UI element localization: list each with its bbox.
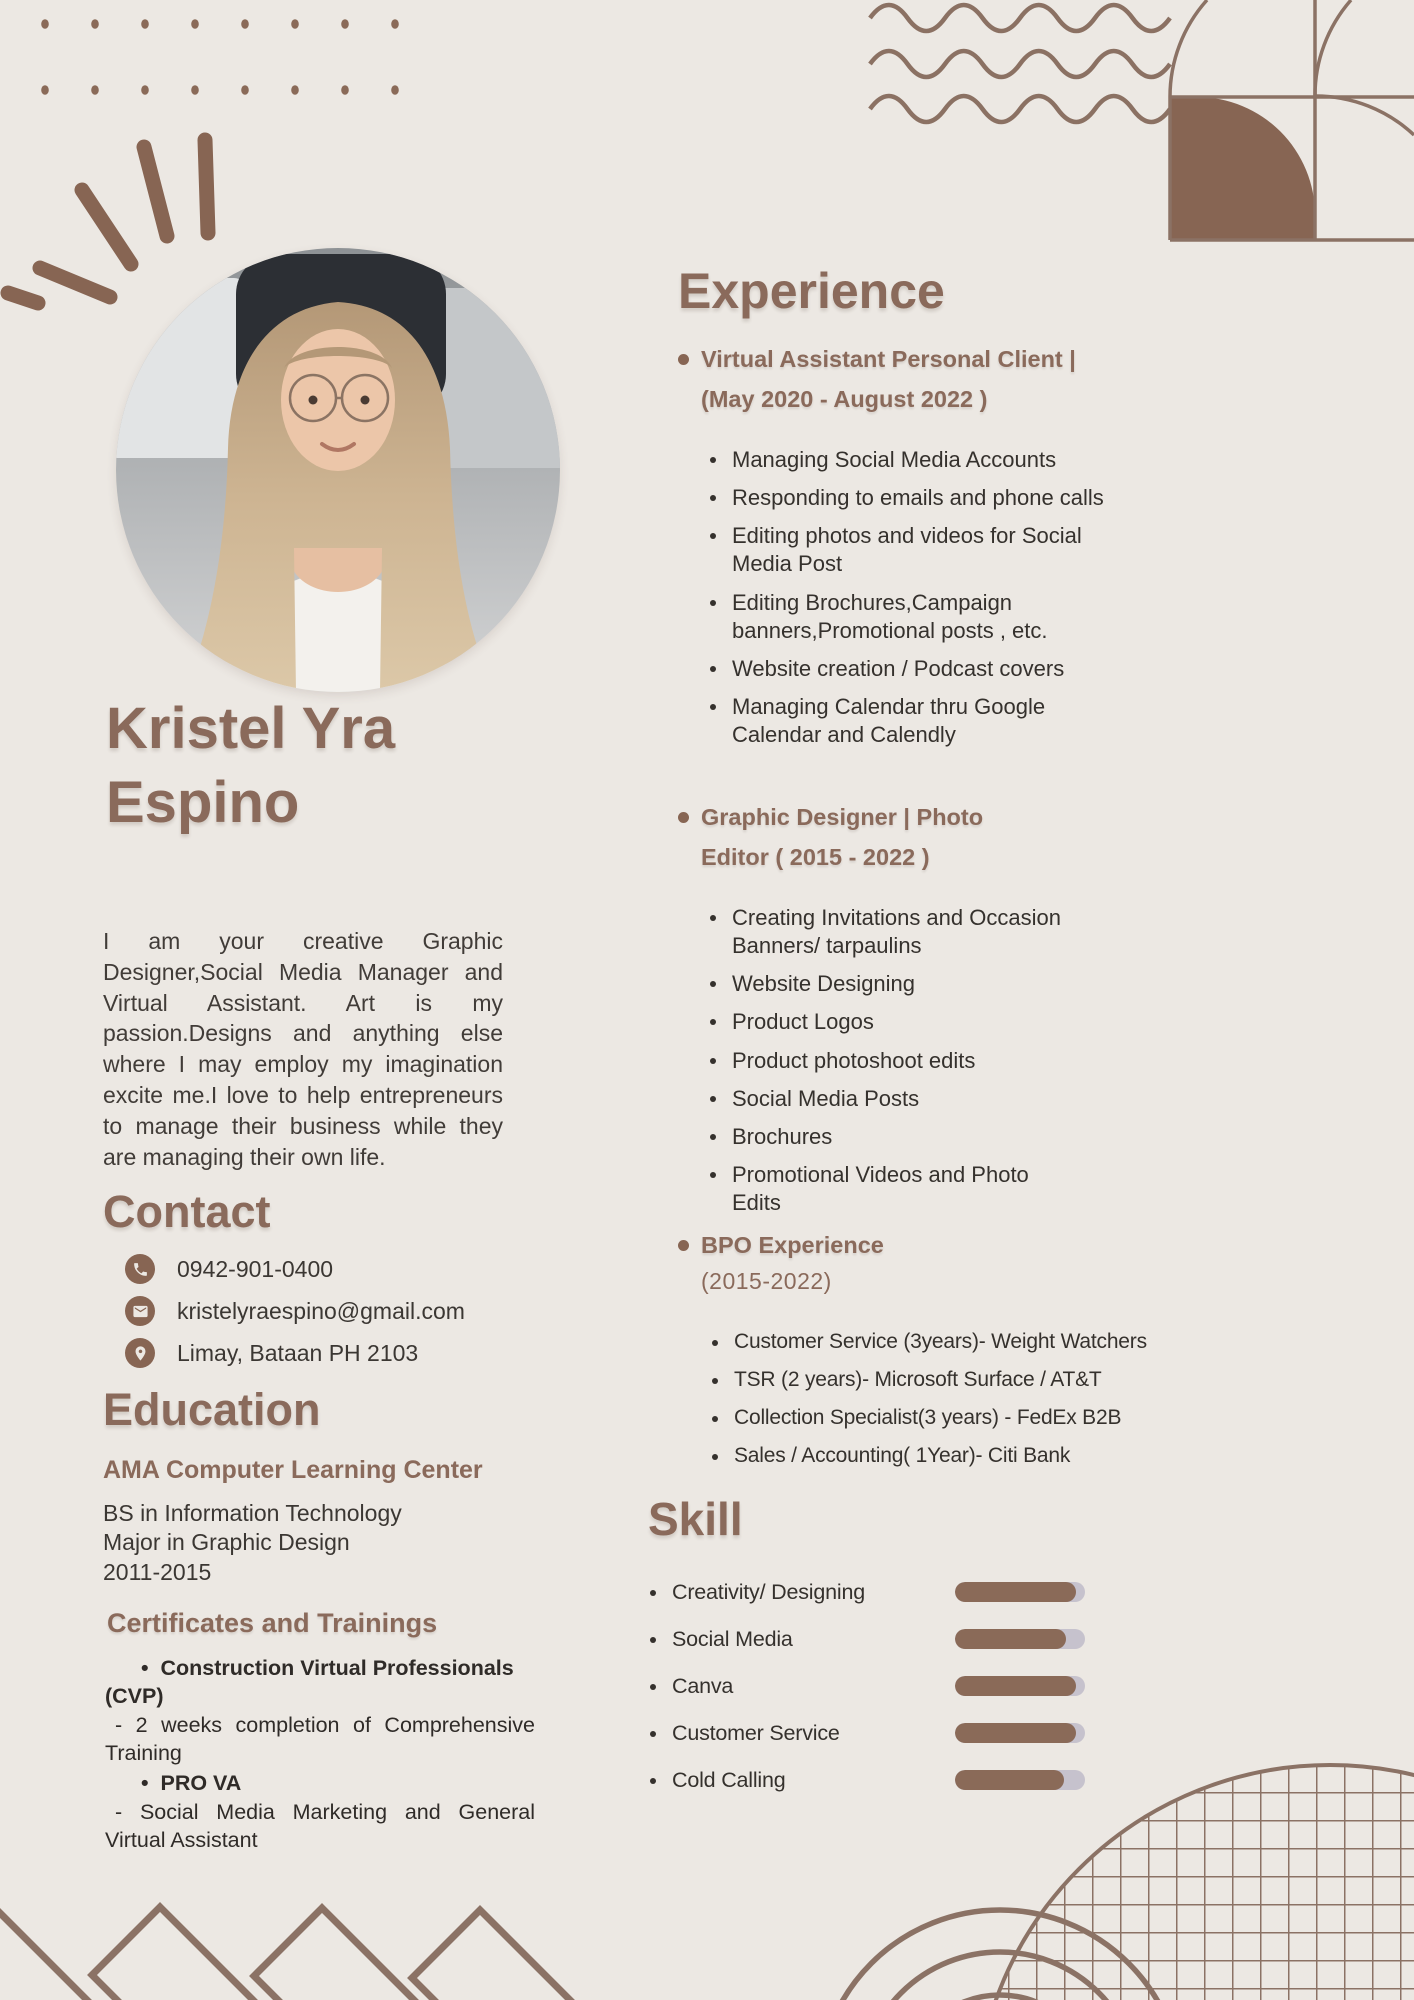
location-icon [125,1338,155,1368]
experience-job-2 [678,798,1062,1227]
contact-row-phone [103,1254,543,1284]
certificate-detail: - Social Media Marketing and General Virtual Assistant [105,1799,535,1852]
experience-heading: Experience [678,263,945,319]
skill-label: Canva [672,1673,734,1698]
certificate-title: • Construction Virtual Professionals (CVP) [105,1655,535,1711]
bio-paragraph: I am your creative Graphic Designer,Social Media Manager and Virtual Assistant. Art is my passion.Designs and anything else where I may employ my imagination excite me.I love to help entrepreneurs to manage their business while they are managing their own life. [103,928,503,1170]
name-line1: Kristel Yra [106,696,396,761]
skill-row [648,1580,1208,1604]
certificates-heading: Certificates and Trainings [107,1608,438,1638]
skill-row [648,1674,1208,1698]
education-school: AMA Computer Learning Center [103,1456,483,1484]
bullet-dot-icon [678,1240,689,1251]
skill-row [648,1721,1208,1745]
skill-label: Social Media [672,1626,793,1651]
dot-grid-decoration [41,19,399,95]
job-subtitle: (2015-2022) [701,1267,832,1294]
job-bullet: Website creation / Podcast covers [708,655,1110,683]
skill-bar-fill [955,1582,1076,1602]
skill-bar [955,1770,1085,1790]
bullet-dot-icon [678,812,689,823]
profile-photo-illustration [116,248,560,692]
job-bullet: Sales / Accounting( 1Year)- Citi Bank [710,1443,1174,1470]
diagonal-bars-decoration [0,1905,860,2000]
education-major: Major in Graphic Design [103,1529,350,1556]
job-bullet: Website Designing [708,970,1062,998]
education-section [103,1384,563,1587]
job-bullet: Social Media Posts [708,1085,1062,1113]
skill-bar-fill [955,1629,1066,1649]
skills-heading: Skill [648,1493,743,1545]
job-bullet: Editing photos and videos for Social Media Post [708,522,1110,578]
bullet-dot-icon [678,354,689,365]
wavy-lines-decoration [870,5,1170,122]
contact-row-location [103,1338,543,1368]
skill-label: Cold Calling [672,1767,786,1792]
skills-section [648,1492,1208,1815]
job-bullet: Brochures [708,1123,1062,1151]
page-title-name [106,692,586,840]
contact-row-email [103,1296,543,1326]
skill-bar [955,1723,1085,1743]
education-years: 2011-2015 [103,1558,212,1585]
corner-tiles-decoration [1170,0,1414,240]
skill-bar-fill [955,1723,1076,1743]
contact-section [103,1186,543,1380]
profile-photo [116,248,560,692]
skill-label: Creativity/ Designing [672,1579,865,1604]
job-bullet: Editing Brochures,Campaign banners,Promotional posts , etc. [708,589,1110,645]
job-bullet: Managing Calendar thru Google Calendar and Calendly [708,693,1110,749]
phone-icon [125,1254,155,1284]
contact-email-value: kristelyraespino@gmail.com [177,1297,465,1324]
job-title: BPO Experience [701,1232,884,1258]
job-bullet: Customer Service (3years)- Weight Watchers [710,1329,1174,1356]
sunburst-rays-decoration [8,140,208,303]
skill-row [648,1627,1208,1651]
skill-bar [955,1629,1085,1649]
job-bullet: TSR (2 years)- Microsoft Surface / AT&T [710,1367,1174,1394]
certificate-detail: - 2 weeks completion of Comprehensive Training [105,1712,535,1765]
skill-row [648,1768,1208,1792]
skill-label: Customer Service [672,1720,840,1745]
education-heading: Education [103,1384,321,1435]
email-icon [125,1296,155,1326]
education-degree: BS in Information Technology [103,1500,402,1526]
experience-job-1 [678,340,1110,759]
name-line2: Espino [106,770,300,836]
certificate-title: • PRO VA [105,1770,535,1798]
experience-job-3 [678,1226,1174,1480]
contact-heading: Contact [103,1186,271,1237]
certificates-section [105,1608,535,1857]
skill-bar-fill [955,1770,1064,1790]
job-bullet: Product Logos [708,1008,1062,1036]
skill-bar [955,1582,1085,1602]
skill-bar-fill [955,1676,1076,1696]
contact-phone-value: 0942-901-0400 [177,1255,334,1282]
contact-location-value: Limay, Bataan PH 2103 [177,1339,419,1366]
concentric-arcs-decoration [818,1910,1182,2000]
job-bullet: Product photoshoot edits [708,1047,1062,1075]
job-bullet: Managing Social Media Accounts [708,446,1110,474]
job-bullet: Creating Invitations and Occasion Banners/ tarpaulins [708,904,1062,960]
job-bullet: Collection Specialist(3 years) - FedEx B2B [710,1405,1174,1432]
job-bullet: Responding to emails and phone calls [708,484,1110,512]
skill-bar [955,1676,1085,1696]
job-title: Virtual Assistant Personal Client | (May 2020 - August 2022 ) [701,346,1076,412]
job-title: Graphic Designer | Photo Editor ( 2015 - 2022 ) [701,804,984,870]
job-bullet: Promotional Videos and Photo Edits [708,1161,1062,1217]
